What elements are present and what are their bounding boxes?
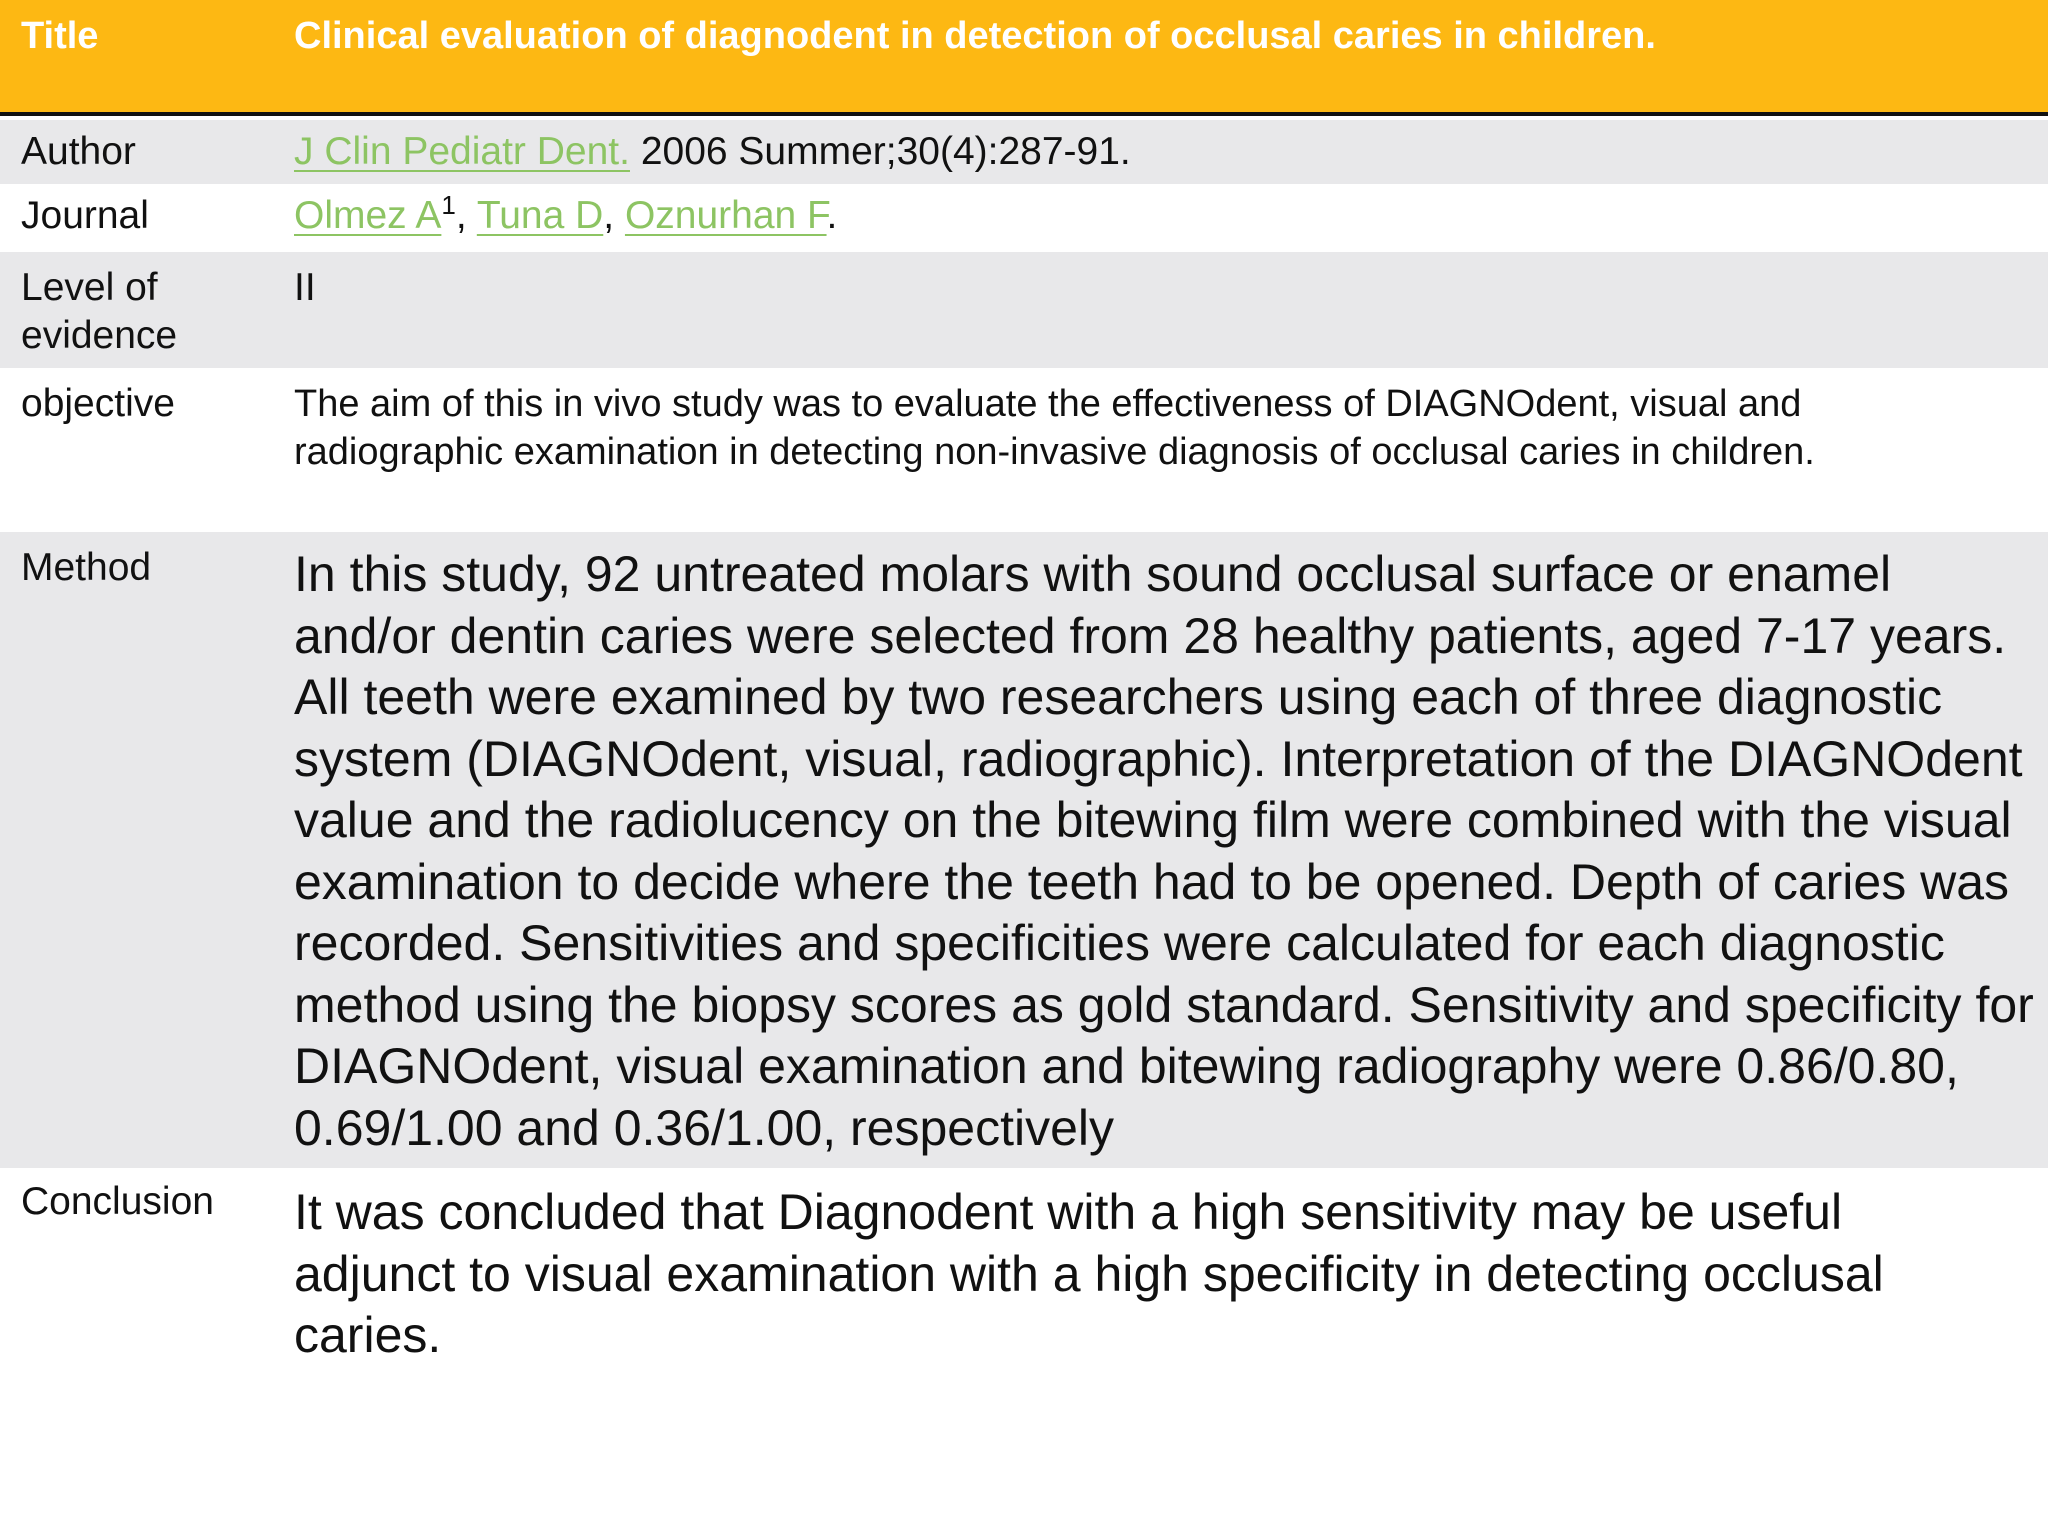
objective-row (0, 368, 2048, 532)
conclusion-value: It was concluded that Diagnodent with a high sensitivity may be useful adjunct to visual examination with a high specificity in detecting occlusal caries. (294, 1184, 1884, 1363)
author-separator: . (826, 194, 838, 237)
method-label: Method (21, 546, 152, 589)
journal-row (0, 184, 2048, 252)
author-value (294, 128, 2034, 176)
author-link-tuna[interactable]: Tuna D (476, 194, 604, 237)
author-list (294, 192, 2034, 240)
conclusion-label: Conclusion (21, 1180, 214, 1223)
level-value: II (294, 266, 316, 309)
author-row (0, 120, 2048, 184)
citation-text: 2006 Summer;30(4):287-91. (629, 130, 1131, 173)
author-link-olmez[interactable]: Olmez A (294, 194, 442, 237)
method-value: In this study, 92 untreated molars with sound occlusal surface or enamel and/or dentin caries were selected from 28 healthy patients, aged 7-17 years. All teeth were examined by two researchers using each of three diagnostic system (DIAGNOdent, visual, radiographic). Interpretation of the DIAGNOdent value and the radiolucency on the bitewing film were combined with the visual examination to decide where the teeth had to be opened. Depth of caries was recorded. Sensitivities and specificities were calculated for each diagnostic method using the biopsy scores as gold standard. Sensitivity and specificity for DIAGNOdent, visual examination and bitewing radiography were 0.86/0.80, 0.69/1.00 and 0.36/1.00, respectively (294, 546, 2034, 1156)
author-link-oznurhan[interactable]: Oznurhan F (624, 194, 827, 237)
level-label: Level of evidence (21, 266, 178, 357)
level-row (0, 252, 2048, 368)
journal-link[interactable]: J Clin Pediatr Dent. (294, 130, 630, 173)
title-row (0, 0, 2048, 116)
author-label: Author (21, 130, 136, 173)
title-value: Clinical evaluation of diagnodent in detection of occlusal caries in children. (294, 15, 1656, 57)
author-affiliation-sup: 1 (441, 190, 456, 220)
title-label: Title (21, 15, 99, 57)
objective-value: The aim of this in vivo study was to evaluate the effectiveness of DIAGNOdent, visual and radiographic examination in detecting non-invasive diagnosis of occlusal caries in children. (294, 383, 1815, 473)
method-row (0, 532, 2048, 1168)
author-separator: , (455, 194, 477, 237)
conclusion-row (0, 1168, 2048, 1536)
journal-label: Journal (21, 194, 149, 237)
author-separator: , (603, 194, 625, 237)
objective-label: objective (21, 382, 175, 425)
